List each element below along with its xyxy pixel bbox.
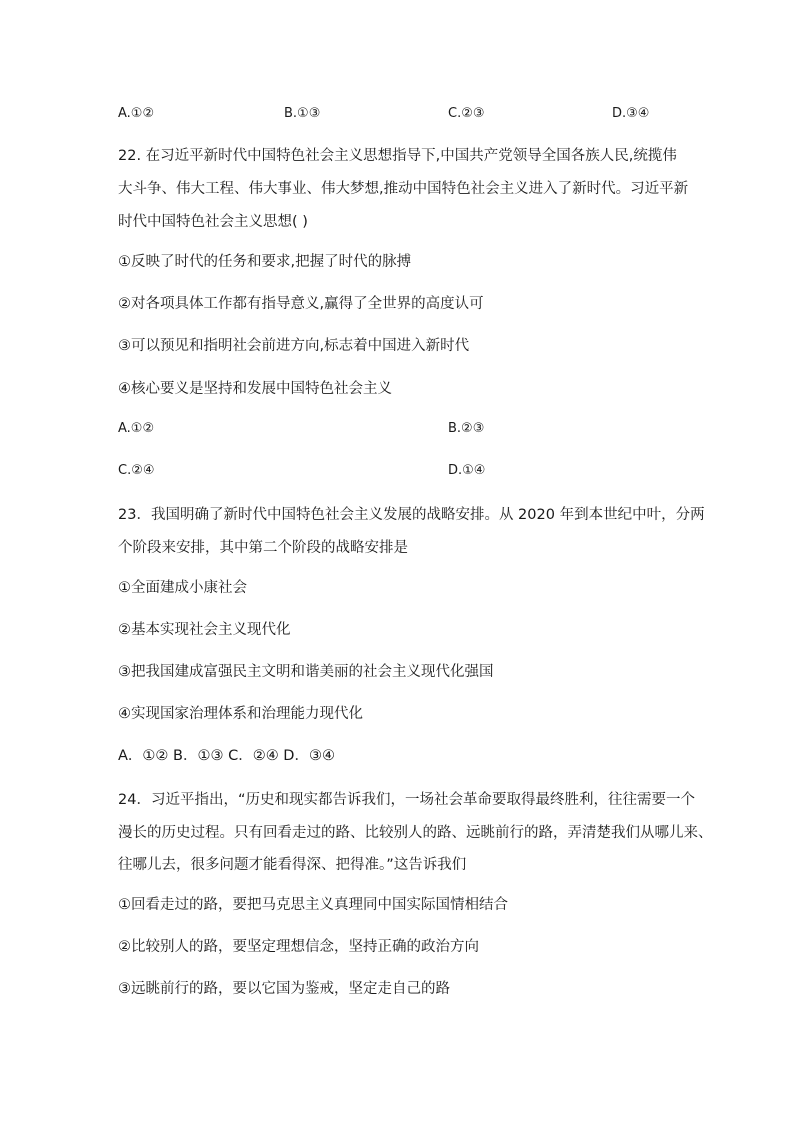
q23-stem-line-1: 23．我国明确了新时代中国特色社会主义发展的战略安排。从 2020 年到本世纪中叶，分两 [118,507,705,523]
q21-option-a: A.①② [118,106,155,121]
q24-stem-line-1: 24．习近平指出，“历史和现实都告诉我们，一场社会革命要取得最终胜利，往往需要一个 [118,792,695,808]
q22-option-a: A.①② [118,421,155,436]
q22-option-d: D.①④ [448,463,486,478]
q23-statement-4: ④实现国家治理体系和治理能力现代化 [118,706,363,722]
q23-stem-line-2: 个阶段来安排，其中第二个阶段的战略安排是 [118,540,408,556]
q22-option-b: B.②③ [448,421,485,436]
q22-stem-line-3: 时代中国特色社会主义思想( ) [118,214,308,230]
q22-statement-1: ①反映了时代的任务和要求,把握了时代的脉搏 [118,254,412,270]
q23-statement-2: ②基本实现社会主义现代化 [118,622,291,638]
q21-option-c: C.②③ [448,106,485,121]
q22-statement-2: ②对各项具体工作都有指导意义,赢得了全世界的高度认可 [118,296,484,312]
q24-stem-line-3: 往哪儿去，很多问题才能看得深、把得准。”这告诉我们 [118,857,467,873]
q23-statement-1: ①全面建成小康社会 [118,580,247,596]
q22-stem-line-1: 22. 在习近平新时代中国特色社会主义思想指导下,中国共产党领导全国各族人民,统揽伟 [118,148,677,164]
q21-option-b: B.①③ [284,106,321,121]
q24-stem-line-2: 漫长的历史过程。只有回看走过的路、比较别人的路、远眺前行的路，弄清楚我们从哪儿来、 [118,825,713,841]
q22-option-c: C.②④ [118,463,155,478]
q23-options-line: A．①② B．①③ C．②④ D．③④ [118,748,335,764]
q24-statement-3: ③远眺前行的路，要以它国为鉴戒，坚定走自己的路 [118,981,450,997]
q22-stem-line-2: 大斗争、伟大工程、伟大事业、伟大梦想,推动中国特色社会主义进入了新时代。习近平新 [118,181,689,197]
q21-option-d: D.③④ [612,106,650,121]
q22-statement-4: ④核心要义是坚持和发展中国特色社会主义 [118,381,392,397]
q22-statement-3: ③可以预见和指明社会前进方向,标志着中国进入新时代 [118,338,470,354]
q24-statement-1: ①回看走过的路，要把马克思主义真理同中国实际国情相结合 [118,897,508,913]
q23-statement-3: ③把我国建成富强民主文明和谐美丽的社会主义现代化强国 [118,664,494,680]
q24-statement-2: ②比较别人的路，要坚定理想信念，坚持正确的政治方向 [118,939,479,955]
